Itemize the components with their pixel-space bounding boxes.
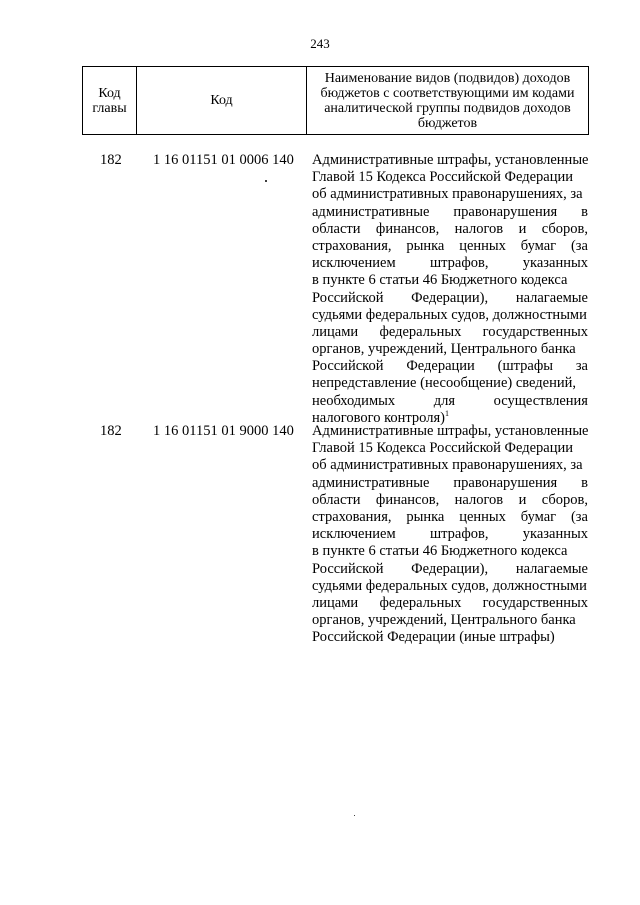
description-line — [312, 324, 588, 341]
description-line — [312, 358, 588, 375]
page-number: 243 — [310, 36, 330, 51]
description-line — [312, 221, 588, 238]
description-line — [312, 612, 588, 629]
description-word: налогов — [454, 220, 504, 237]
description-word: сборов, — [541, 220, 588, 237]
header-line: аналитической группы подвидов доходов — [324, 100, 571, 116]
description-word: федеральных — [379, 594, 462, 611]
description-word: осуществления — [493, 392, 588, 409]
description-line — [312, 290, 588, 307]
description-word: и — [518, 220, 527, 237]
description-word: финансов, — [375, 491, 440, 508]
description-word: за — [575, 358, 588, 375]
description-line — [312, 475, 588, 492]
description-word: налогового контроля) — [312, 409, 445, 426]
scan-speck — [265, 180, 267, 182]
description-word: области — [312, 491, 361, 508]
description-word: и — [518, 491, 527, 508]
description-word: (за — [570, 508, 588, 525]
description-word: в — [581, 474, 588, 491]
description-word: Российской — [312, 358, 384, 375]
description-word: федеральных — [379, 323, 462, 340]
description-word: судьями федеральных судов, должностными — [312, 577, 587, 594]
header-code: Код — [136, 67, 306, 134]
description-word: в — [581, 203, 588, 220]
description-word: органов, учреждений, Центрального банка — [312, 341, 576, 358]
description-word: лицами — [312, 323, 359, 340]
description-line — [312, 561, 588, 578]
description-word: страхования, — [312, 237, 392, 254]
description-word: для — [433, 392, 456, 409]
scan-speck — [354, 815, 355, 816]
description-line — [312, 307, 588, 324]
description-word: об административных правонарушениях, за — [312, 186, 583, 203]
description-word: государственных — [482, 594, 588, 611]
header-description — [306, 67, 588, 134]
description-line — [312, 578, 588, 595]
header-line: Наименование видов (подвидов) доходов — [324, 70, 571, 86]
description-word: Административные штрафы, установленные — [312, 423, 589, 439]
description-word: страхования, — [312, 508, 392, 525]
description — [312, 423, 588, 646]
header-chapter-code — [83, 67, 136, 134]
header-line: главы — [92, 100, 127, 116]
description-word: Административные штрафы, установленные — [312, 152, 589, 168]
footnote-marker: 1 — [444, 408, 449, 418]
description-line — [312, 204, 588, 221]
description-word: в пункте 6 статьи 46 Бюджетного кодекса — [312, 272, 568, 289]
description-line — [312, 169, 588, 186]
description-word: административные — [312, 474, 430, 491]
description-word: Российской — [312, 560, 384, 577]
description-word: правонарушения — [453, 474, 558, 491]
description-word: ценных — [459, 237, 506, 254]
description-word: области — [312, 220, 361, 237]
description-word: Главой 15 Кодекса Российской Федерации — [312, 169, 573, 186]
header-line: бюджетов — [417, 115, 478, 131]
description-line — [312, 595, 588, 612]
description-word: непредставление (несообщение) сведений, — [312, 375, 576, 392]
description-line — [312, 440, 588, 457]
income-code: 1 16 01151 01 9000 140 — [153, 423, 294, 439]
description-word: правонарушения — [453, 203, 558, 220]
description-line — [312, 423, 588, 440]
description-word: указанных — [522, 255, 588, 272]
description-word: исключением — [312, 526, 396, 543]
description-line — [312, 509, 588, 526]
description-word: органов, учреждений, Центрального банка — [312, 612, 576, 629]
description-word: бумаг — [520, 508, 557, 525]
description-word: Российской Федерации (иные штрафы) — [312, 629, 555, 646]
description-word: сборов, — [541, 491, 588, 508]
description-word: лицами — [312, 594, 359, 611]
description-word: налагаемые — [515, 560, 588, 577]
description-line — [312, 186, 588, 203]
income-code: 1 16 01151 01 0006 140 — [153, 152, 294, 168]
description-word: (штрафы — [497, 358, 553, 375]
description-word: бумаг — [520, 237, 557, 254]
description-word: штрафов, — [429, 255, 489, 272]
description-line — [312, 152, 588, 169]
description-word: Российской — [312, 289, 384, 306]
description-line — [312, 629, 588, 646]
table-header — [82, 66, 589, 135]
description-line — [312, 238, 588, 255]
description-line — [312, 393, 588, 410]
description-word: налагаемые — [515, 289, 588, 306]
description — [312, 152, 588, 427]
header-line: бюджетов с соответствующими им кодами — [320, 85, 575, 101]
description-word: (за — [570, 237, 588, 254]
description-word: штрафов, — [429, 526, 489, 543]
description-word: об административных правонарушениях, за — [312, 457, 583, 474]
chapter-code: 182 — [100, 152, 122, 168]
description-line — [312, 492, 588, 509]
description-word: указанных — [522, 526, 588, 543]
description-line — [312, 457, 588, 474]
description-word: финансов, — [375, 220, 440, 237]
description-line — [312, 255, 588, 272]
chapter-code: 182 — [100, 423, 122, 439]
description-word: необходимых — [312, 392, 396, 409]
description-line — [312, 375, 588, 392]
description-word: рынка — [406, 508, 445, 525]
header-line: Код — [98, 85, 121, 101]
description-word: исключением — [312, 255, 396, 272]
description-word: судьями федеральных судов, должностными — [312, 306, 587, 323]
description-line — [312, 341, 588, 358]
description-word: налогов — [454, 491, 504, 508]
description-word: Главой 15 Кодекса Российской Федерации — [312, 440, 573, 457]
description-word: ценных — [459, 508, 506, 525]
description-word: административные — [312, 203, 430, 220]
description-word: Федерации), — [411, 560, 489, 577]
description-word: в пункте 6 статьи 46 Бюджетного кодекса — [312, 543, 568, 560]
description-line — [312, 543, 588, 560]
description-word: Федерации — [406, 358, 475, 375]
description-line — [312, 272, 588, 289]
description-word: Федерации), — [411, 289, 489, 306]
description-word: рынка — [406, 237, 445, 254]
description-line — [312, 526, 588, 543]
description-word: государственных — [482, 323, 588, 340]
